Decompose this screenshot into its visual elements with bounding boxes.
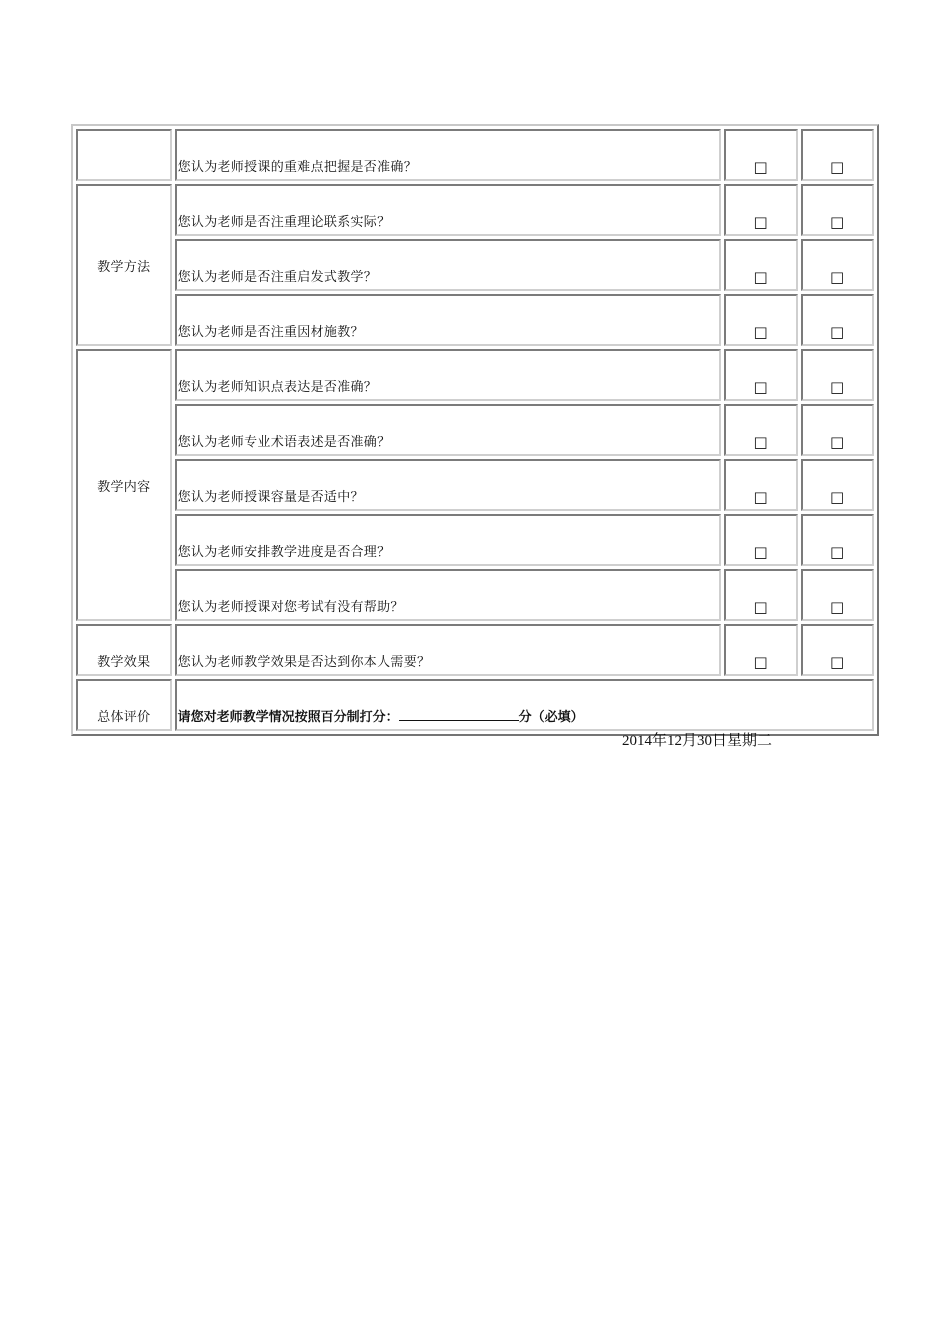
question-text: 您认为老师授课容量是否适中？ (175, 459, 721, 511)
table-row (76, 459, 874, 511)
checkbox-option-2[interactable]: □ (801, 569, 875, 621)
overall-score-suffix: 分（必填） (518, 710, 584, 725)
checkbox-option-1[interactable]: □ (724, 239, 797, 291)
question-text: 您认为老师专业术语表述是否准确？ (175, 404, 721, 456)
question-text: 您认为老师是否注重理论联系实际？ (175, 184, 721, 236)
category-cell-teaching-effect: 教学效果 (76, 624, 172, 676)
table-row (76, 239, 874, 291)
checkbox-option-1[interactable]: □ (724, 569, 797, 621)
checkbox-option-1[interactable]: □ (724, 129, 797, 181)
score-blank-field[interactable] (399, 708, 519, 721)
table-row (76, 184, 874, 236)
question-text: 您认为老师是否注重启发式教学？ (175, 239, 721, 291)
table-row-overall (76, 679, 874, 731)
checkbox-option-1[interactable]: □ (724, 459, 797, 511)
table-row (76, 624, 874, 676)
overall-score-prompt: 请您对老师教学情况按照百分制打分： (177, 710, 399, 725)
question-text: 您认为老师授课对您考试有没有帮助？ (175, 569, 721, 621)
category-cell-overall: 总体评价 (76, 679, 172, 731)
table-row (76, 569, 874, 621)
question-text: 您认为老师是否注重因材施教？ (175, 294, 721, 346)
checkbox-option-2[interactable]: □ (801, 404, 875, 456)
table-row (76, 514, 874, 566)
checkbox-option-2[interactable]: □ (801, 129, 875, 181)
table-row (76, 294, 874, 346)
evaluation-table (71, 124, 879, 736)
table-row (76, 404, 874, 456)
question-text: 您认为老师授课的重难点把握是否准确？ (175, 129, 721, 181)
checkbox-option-1[interactable]: □ (724, 184, 797, 236)
category-cell-teaching-method: 教学方法 (76, 184, 172, 346)
table-row (76, 129, 874, 181)
checkbox-option-2[interactable]: □ (801, 624, 875, 676)
table-row (76, 349, 874, 401)
category-cell (76, 129, 172, 181)
question-text: 您认为老师教学效果是否达到你本人需要？ (175, 624, 721, 676)
question-text: 您认为老师知识点表达是否准确？ (175, 349, 721, 401)
checkbox-option-1[interactable]: □ (724, 294, 797, 346)
checkbox-option-2[interactable]: □ (801, 459, 875, 511)
checkbox-option-1[interactable]: □ (724, 514, 797, 566)
checkbox-option-2[interactable]: □ (801, 294, 875, 346)
checkbox-option-2[interactable]: □ (801, 514, 875, 566)
checkbox-option-2[interactable]: □ (801, 349, 875, 401)
checkbox-option-1[interactable]: □ (724, 349, 797, 401)
category-cell-teaching-content: 教学内容 (76, 349, 172, 621)
document-date: 2014年12月30日星期二 (622, 733, 773, 749)
overall-score-cell (175, 679, 874, 731)
checkbox-option-1[interactable]: □ (724, 404, 797, 456)
checkbox-option-2[interactable]: □ (801, 239, 875, 291)
checkbox-option-1[interactable]: □ (724, 624, 797, 676)
question-text: 您认为老师安排教学进度是否合理？ (175, 514, 721, 566)
checkbox-option-2[interactable]: □ (801, 184, 875, 236)
